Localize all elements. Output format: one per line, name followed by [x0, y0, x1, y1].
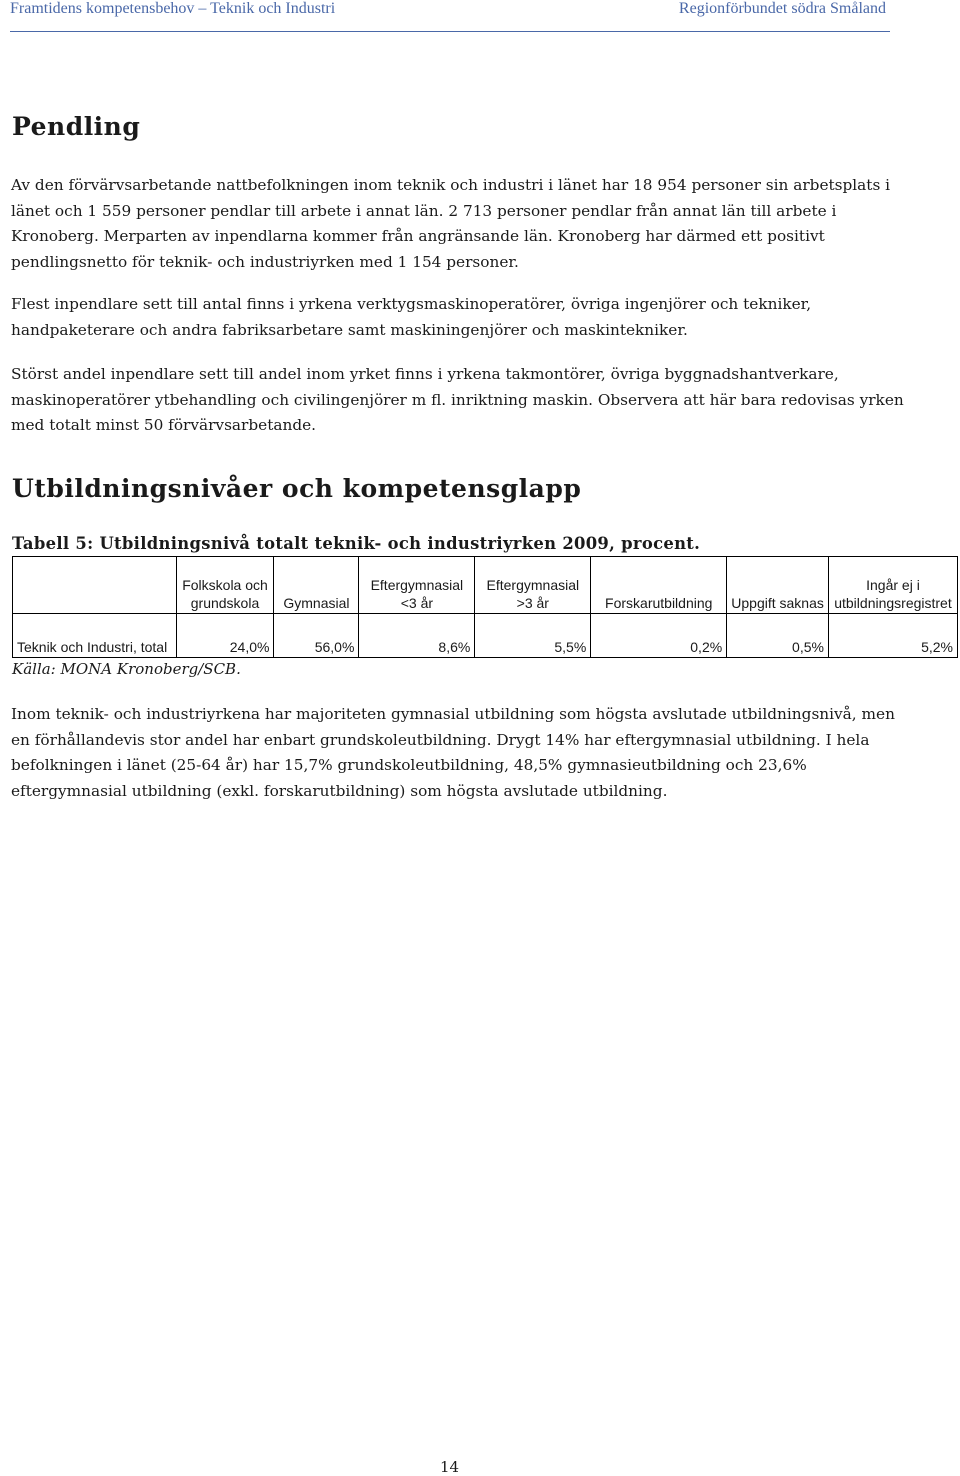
table-header-uppgift-saknas: Uppgift saknas: [727, 557, 829, 614]
table-cell-eftergymnasial-under-3: 8,6%: [359, 614, 475, 658]
table-cell-eftergymnasial-over-3: 5,5%: [475, 614, 591, 658]
table-header-ingar-ej: Ingår ej i utbildningsregistret: [828, 557, 957, 614]
table-source-note: Källa: MONA Kronoberg/SCB.: [12, 660, 241, 678]
table-row-label: Teknik och Industri, total: [13, 614, 177, 658]
education-level-table: [12, 556, 958, 658]
paragraph-pendling-2: Flest inpendlare sett till antal finns i yrkena verktygsmaskinoperatörer, övriga ingenjörer och tekniker, handpaketerare och andra fabriksarbetare samt maskiningenjörer och maskintekniker.: [11, 295, 812, 339]
table-header-grundskola: Folkskola och grundskola: [176, 557, 274, 614]
table-cell-forskarutbildning: 0,2%: [591, 614, 727, 658]
header-document-title: Framtidens kompetensbehov – Teknik och Industri: [10, 0, 336, 17]
section-heading-pendling: Pendling: [12, 112, 141, 141]
table-caption: Tabell 5: Utbildningsnivå totalt teknik- och industriyrken 2009, procent.: [12, 534, 701, 553]
page-header: [10, 0, 960, 30]
page-number: 14: [440, 1458, 460, 1476]
table-header-eftergymnasial-under-3: Eftergymnasial <3 år: [359, 557, 475, 614]
table-header-gymnasial: Gymnasial: [274, 557, 359, 614]
table-header-empty: [13, 557, 177, 614]
table-row: [13, 614, 958, 658]
table-cell-ingar-ej: 5,2%: [828, 614, 957, 658]
header-organization: Regionförbundet södra Småland: [678, 0, 886, 17]
section-heading-utbildning: Utbildningsnivåer och kompetensglapp: [12, 474, 582, 503]
table-header-eftergymnasial-over-3: Eftergymnasial >3 år: [475, 557, 591, 614]
paragraph-pendling-1: Av den förvärvsarbetande nattbefolkningen inom teknik och industri i länet har 18 954 personer sin arbetsplats i länet och 1 559 personer pendlar till arbete i annat län. 2 713 personer pendlar från annat län till arbete i Kronoberg. Merparten av inpendlarna kommer från angränsande län. Kronoberg har därmed ett positivt pendlingsnetto för teknik- och industriyrken med 1 154 personer.: [11, 176, 891, 271]
table-header-forskarutbildning: Forskarutbildning: [591, 557, 727, 614]
header-divider: [10, 31, 890, 32]
table-cell-gymnasial: 56,0%: [274, 614, 359, 658]
paragraph-utbildning: Inom teknik- och industriyrkena har majoriteten gymnasial utbildning som högsta avslutade utbildningsnivå, men en förhållandevis stor andel har enbart grundskoleutbildning. Drygt 14% har eftergymnasial utbildning. I hela befolkningen i länet (25-64 år) har 15,7% grundskoleutbildning, 48,5% gymnasieutbildning och 23,6% eftergymnasial utbildning (exkl. forskarutbildning) som högsta avslutade utbildning.: [11, 705, 895, 800]
paragraph-pendling-3: Störst andel inpendlare sett till andel inom yrket finns i yrkena takmontörer, övriga byggnadshantverkare, maskinoperatörer ytbehandling och civilingenjörer m fl. inriktning maskin. Observera att här bara redovisas yrken med totalt minst 50 förvärvsarbetande.: [11, 365, 904, 434]
table-cell-grundskola: 24,0%: [176, 614, 274, 658]
table-cell-uppgift-saknas: 0,5%: [727, 614, 829, 658]
table-header-row: [13, 557, 958, 614]
